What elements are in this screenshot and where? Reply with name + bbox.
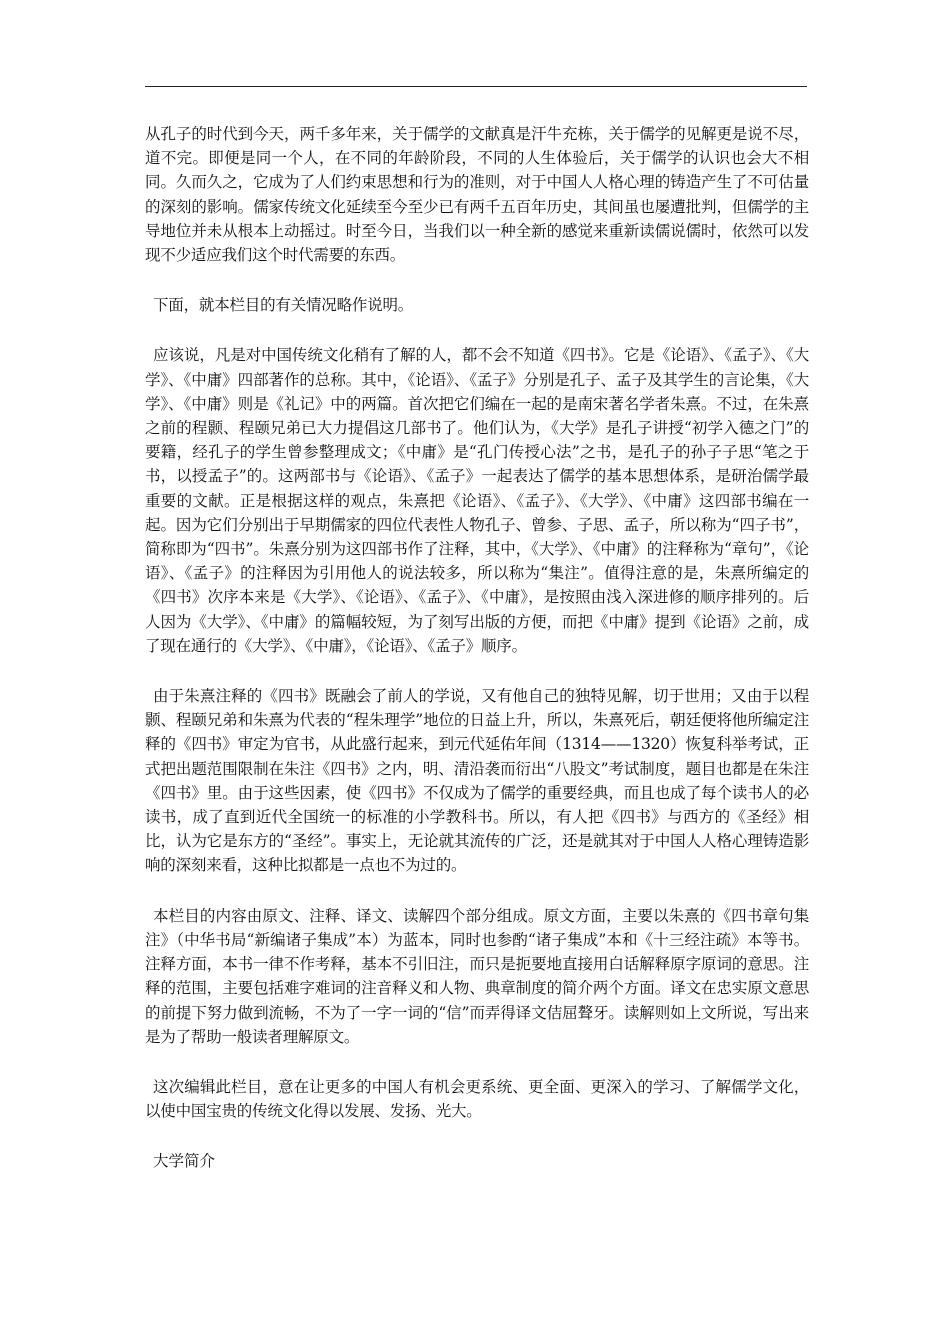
paragraph-zhu-xi-influence: 由于朱熹注释的《四书》既融会了前人的学说，又有他自己的独特见解，切于世用；又由于以程颢、程颐兄弟和朱熹为代表的“程朱理学”地位的日益上升，所以，朱熹死后，朝廷便将他所编定注释的《四书》审定为官书，从此盛行起来，到元代延佑年间（1314——1320）恢复科举考试，正式把出题范围限制在朱注《四书》之内，明、清沿袭而衍出“八股文”考试制度，题目也都是在朱注《四书》里。由于这些因素，使《四书》不仅成为了儒学的重要经典，而且也成了每个读书人的必读书，成了直到近代全国统一的标准的小学教科书。所以，有人把《四书》与西方的《圣经》相比，认为它是东方的“圣经”。事实上，无论就其流传的广泛，还是就其对于中国人人格心理铸造影响的深刻来看，这种比拟都是一点也不为过的。 xyxy=(145,687,809,875)
paragraph-purpose: 这次编辑此栏目，意在让更多的中国人有机会更系统、更全面、更深入的学习、了解儒学文化，以使中国宝贵的传统文化得以发展、发扬、光大。 xyxy=(145,1077,809,1121)
paragraph-column-structure: 本栏目的内容由原文、注释、译文、读解四个部分组成。原文方面，主要以朱熹的《四书章句集注》（中华书局“新编诸子集成”本）为蓝本，同时也参酌“诸子集成”本和《十三经注疏》本等书。注释方面，本书一律不作考释，基本不引旧注，而只是扼要地直接用白话解释原字原词的意思。注释的范围，主要包括难字难词的注音释义和人物、典章制度的简介两个方面。译文在忠实原文意思的前提下努力做到流畅，不为了一字一词的“信”而弄得译文佶屈聱牙。读解则如上文所说，写出来是为了帮助一般读者理解原文。 xyxy=(145,906,809,1046)
header-rule xyxy=(145,86,807,87)
section-title: 大学简介 xyxy=(153,1152,216,1171)
paragraph-explanation-lead: 下面，就本栏目的有关情况略作说明。 xyxy=(153,296,414,315)
paragraph-intro: 从孔子的时代到今天，两千多年来，关于儒学的文献真是汗牛充栋，关于儒学的见解更是说不尽，道不完。即便是同一个人，在不同的年龄阶段，不同的人生体验后，关于儒学的认识也会大不相同。久而久之，它成为了人们约束思想和行为的准则，对于中国人人格心理的铸造产生了不可估量的深刻的影响。儒家传统文化延续至今至少已有两千五百年历史，其间虽也屡遭批判，但儒学的主导地位并未从根本上动摇过。时至今日，当我们以一种全新的感觉来重新读儒说儒时，依然可以发现不少适应我们这个时代需要的东西。 xyxy=(145,125,809,265)
paragraph-four-books: 应该说，凡是对中国传统文化稍有了解的人，都不会不知道《四书》。它是《论语》、《孟子》、《大学》、《中庸》四部著作的总称。其中，《论语》、《孟子》分别是孔子、孟子及其学生的言论集，《大学》、《中庸》则是《礼记》中的两篇。首次把它们编在一起的是南宋著名学者朱熹。不过，在朱熹之前的程颢、程颐兄弟已大力提倡这几部书了。他们认为，《大学》是孔子讲授“初学入德之门”的要籍，经孔子的学生曾参整理成文；《中庸》是“孔门传授心法”之书，是孔子的孙子子思“笔之于书，以授孟子”的。这两部书与《论语》、《孟子》一起表达了儒学的基本思想体系，是研治儒学最重要的文献。正是根据这样的观点，朱熹把《论语》、《孟子》、《大学》、《中庸》这四部书编在一起。因为它们分别出于早期儒家的四位代表性人物孔子、曾参、子思、孟子，所以称为“四子书”，简称即为“四书”。朱熹分别为这四部书作了注释，其中，《大学》、《中庸》的注释称为“章句”，《论语》、《孟子》的注释因为引用他人的说法较多，所以称为“集注”。值得注意的是，朱熹所编定的《四书》次序本来是《大学》、《论语》、《孟子》、《中庸》，是按照由浅入深进修的顺序排列的。后人因为《大学》、《中庸》的篇幅较短，为了刻写出版的方便，而把《中庸》提到《论语》之前，成了现在通行的《大学》、《中庸》，《论语》、《孟子》顺序。 xyxy=(145,346,809,655)
document-body xyxy=(145,122,809,1173)
